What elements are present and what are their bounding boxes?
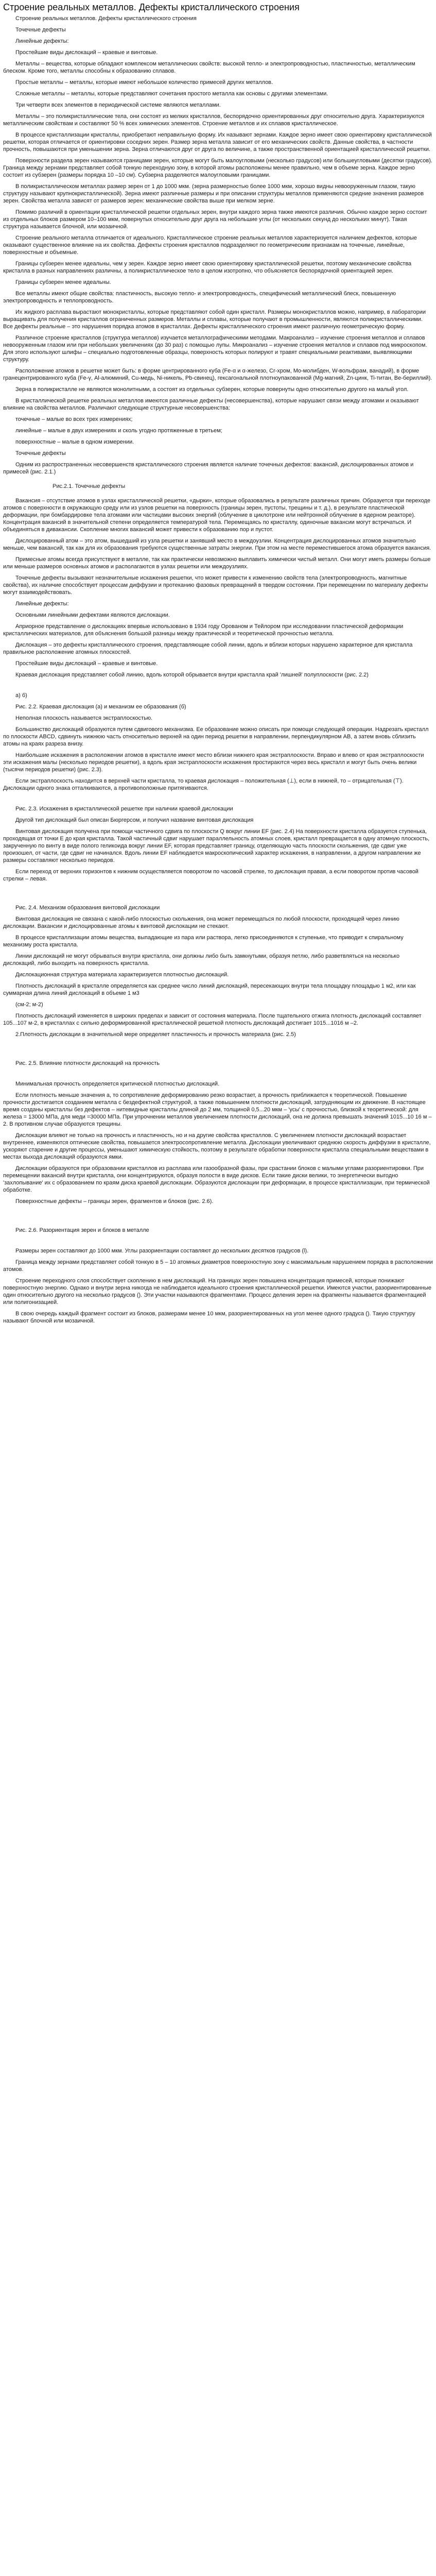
paragraph: Рис. 2.2. Краевая дислокация (а) и механизм ее образования (б) xyxy=(15,704,186,710)
paragraph: В свою очередь каждый фрагмент состоит из блоков, размерами менее 10 мкм, разориентированных на угол менее одного градуса (). Такую структуру называют блочной или мозаичной. xyxy=(3,1311,415,1324)
paragraph: Другой тип дислокаций был описан Бюргерсом, и получил название винтовая дислокация xyxy=(15,817,254,823)
paragraph: Все металлы имеют общие свойства: пластичность, высокую тепло- и электропроводность, специфический металлический блеск, повышенную электропроводность и теплопроводность. xyxy=(3,291,396,304)
paragraph: Металлы – это поликристаллические тела, они состоят из мелких кристаллов, беспорядочно ориентированных друг относительно друга. Характеризуются металлическим свойствам и составляют 50 % всех химических элементов. Строение металлов и их сплавов кристаллическое. xyxy=(3,113,425,127)
paragraph: Винтовая дислокация получена при помощи частичного сдвига по плоскости Q вокруг линии EF (рис. 2.4) На поверхности кристалла образуется ступенька, проходящая от точки E до края кристалла. Такой частичный сдвиг нарушает параллельность атомных слоев, кристалл превращается в одну атомную плоскость, закрученную по винту в виде полого геликоида вокруг линии EF, которая представляет границу, отделяющую часть плоскости скольжения, где сдвиг уже произошел, от части, где сдвиг не начинался. Вдоль линии EF наблюдается макроскопический характер искажения, в направлении, а другом направлении же размеры составляют несколько периодов. xyxy=(3,828,430,863)
paragraph: Плотность дислокаций в кристалле определяется как среднее число линий дислокаций, пересекающих внутри тела площадку площадью 1 м2, или как суммарная длина линий дислокаций в объеме 1 м3 xyxy=(3,983,416,996)
paragraph: Поверхности раздела зерен называются границами зерен, которые могут быть малоугловыми (несколько градусов) или большеугловыми (десятки градусов). Граница между зернами представляет собой тонкую переходную зону, в которой атомы расположены менее правильно, чем в объеме зерна. Каждое зерно состоит из субзерен (размеры порядка 10 –10 см). Субзерна разделяются малоугловыми границами. xyxy=(3,158,432,178)
paragraph: Строение реального металла отличается от идеального. Кристаллическое строение реальных металлов характеризуется наличием дефектов, которые оказывают существенное влияние на их свойства. Дефекты строения кристаллов подразделяют по геометрическим признакам на точечные, линейные, поверхностные и объемные. xyxy=(3,235,417,256)
paragraph: Металлы – вещества, которые обладают комплексом металлических свойств: высокой тепло- и электропроводностью, пластичностью, металлическим блеском. Кроме того, металлы способны к образованию сплавов. xyxy=(3,61,415,74)
paragraph: Примесные атомы всегда присутствуют в металле, так как практически невозможно выплавить химически чистый металл. Они могут иметь размеры больше или меньше размеров основных атомов и располагаются в узлах решетки или междоузлиях. xyxy=(3,556,431,570)
paragraph: Плотность дислокаций изменяется в широких пределах и зависит от состояния материала. После тщательного отжига плотность дислокаций составляет 105...107 м-2, в кристаллах с сильно деформированной кристаллической решеткой плотность дислокаций достигает 1015...1016 м –2. xyxy=(3,1013,422,1026)
paragraph: Границы субзерен менее идеальны. xyxy=(15,279,111,285)
paragraph: Линии дислокаций не могут обрываться внутри кристалла, они должны либо быть замкнутыми, образуя петлю, либо разветвляться на несколько дислокаций, либо выходить на поверхность кристалла. xyxy=(3,953,400,967)
figure-placeholder xyxy=(3,1042,433,1060)
paragraph: Три четверти всех элементов в периодической системе являются металлами. xyxy=(15,102,221,108)
paragraph: Рис. 2.6. Разориентация зерен и блоков в металле xyxy=(15,1227,149,1233)
paragraph: Одним из распространенных несовершенств кристаллического строения является наличие точечных дефектов: вакансий, дислоцированных атомов и примесей (рис. 2.1.) xyxy=(3,462,414,475)
paragraph: линейные – малые в двух измерениях и сколь угодно протяженные в третьем; xyxy=(15,428,222,434)
paragraph: Рис. 2.5. Влияние плотности дислокаций на прочность xyxy=(15,1060,160,1066)
figure-placeholder xyxy=(3,683,433,692)
figure-placeholder xyxy=(3,1238,433,1247)
paragraph: Размеры зерен составляют до 1000 мкм. Углы разориентации составляют до нескольких десятков градусов (l). xyxy=(15,1248,309,1254)
paragraph: Если экстраплоскость находится в верхней части кристалла, то краевая дислокация – положительная (⊥), если в нижней, то – отрицательная (⊤). Дислокации одного знака отталкиваются, а противоположные притягиваются. xyxy=(3,778,404,791)
paragraph: Зерна в поликристалле не являются монолитными, а состоят из отдельных субзерен, которые повернуты одно относительно другого на малый угол. xyxy=(15,386,409,393)
paragraph: Точечные дефекты xyxy=(15,27,66,33)
paragraph: Минимальная прочность определяется критической плотностью дислокаций. xyxy=(15,1081,220,1087)
figure-placeholder xyxy=(3,1071,433,1080)
paragraph: Дислокации образуются при образовании кристаллов из расплава или газообразной фазы, при срастании блоков с малыми углами разориентировки. При перемещении вакансий внутри кристалла, они концентрируются, образуя полости в виде дисков. Если такие диски велики, то энергетически выгодно 'захлопывание' их с образованием по краям диска краевой дислокации. Образуются дислокации при деформации, в процессе кристаллизации, при термической обработке. xyxy=(3,1165,430,1193)
figure-placeholder xyxy=(3,1209,433,1227)
paragraph: Помимо различий в ориентации кристаллической решетки отдельных зерен, внутри каждого зерна также имеются различия. Обычно каждое зерно состоит из отдельных блоков размером 10–100 мкм, повернутых относительно друг друга на небольшие углы (от нескольких секунд до нескольких минут). Такая структура называется блочной, или мозаичной. xyxy=(3,209,427,230)
paragraph: В процессе кристаллизации атомы вещества, выпадающие из пара или раствора, легко присоединяются к ступеньке, что приводит к спиральному механизму роста кристалла. xyxy=(3,935,404,948)
paragraph: Поверхностные дефекты – границы зерен, фрагментов и блоков (рис. 2.6). xyxy=(15,1198,214,1205)
paragraph: Большинство дислокаций образуются путем сдвигового механизма. Ее образование можно описать при помощи следующей операции. Надрезать кристалл по плоскости ABCD, сдвинуть нижнюю часть относительно верхней на один период решетки в направлении, перпендикулярном AB, а затем вновь сблизить атомы на краях разреза внизу. xyxy=(3,726,429,747)
paragraph: Строение реальных металлов. Дефекты кристаллического строения xyxy=(15,15,197,22)
paragraph: Дислоцированный атом – это атом, вышедший из узла решетки и занявший место в междоузлии. Концентрация дислоцированных атомов значительно меньше, чем вакансий, так как для их образования требуются существенные затраты энергии. При этом на месте переместившегося атома образуется вакансия. xyxy=(3,538,431,551)
figure-caption: Рис.2.1. Точечные дефекты xyxy=(53,483,126,489)
paragraph: Рис. 2.3. Искажения в кристаллической решетке при наличии краевой дислокации xyxy=(15,806,233,812)
paragraph: Их жидкого расплава вырастают монокристаллы, которые представляют собой один кристалл. Размеры монокристаллов можно, например, в лаборатории выращивать для получения кристаллов ограниченных размеров. Металлы и сплавы, которые получают в промышленности, являются поликристаллическими. Все дефекты реальные – это нарушения порядка атомов в кристаллах. Дефекты кристаллического строения имеют различную геометрическую форму. xyxy=(3,309,426,330)
paragraph: Сложные металлы – металлы, которые представляют сочетания простого металла как основы с другими элементами. xyxy=(15,91,328,97)
paragraph: Точечные дефекты вызывают незначительные искажения решетки, что может привести к изменению свойств тела (электропроводность, магнитные свойства), их наличие способствует процессам диффузии и протеканию фазовых превращений в твердом состоянии. При перемещении по материалу дефекты могут взаимодействовать. xyxy=(3,575,428,596)
paragraph: а) б) xyxy=(15,692,27,699)
page-title: Строение реальных металлов. Дефекты кристаллического строения xyxy=(3,2,300,12)
paragraph: поверхностные – малые в одном измерении. xyxy=(15,439,134,445)
paragraph: Если переход от верхних горизонтов к нижним осуществляется поворотом по часовой стрелке, то дислокация правая, а если поворотом против часовой стрелки – левая. xyxy=(3,869,418,882)
paragraph: Если плотность меньше значения a, то сопротивление деформированию резко возрастает, а прочность приближается к теоретической. Повышение прочности достигается созданием металла с бездефектной структурой, а также повышением плотности дислокаций, затрудняющим их движение. В настоящее время созданы кристаллы без дефектов – нитевидные кристаллы длиной до 2 мм, толщиной 0,5...20 мкм – 'усы' с прочностью, близкой к теоретической: для железа = 13000 МПа, для меди =30000 МПа. При упрочнении металлов увеличением плотности дислокаций, она не должна превышать значений 1015...10 16 м –2. В противном случае образуются трещины. xyxy=(3,1092,432,1127)
paragraph: В поликристаллическом металлах размер зерен от 1 до 1000 мкм. (зерна размерностью более 1000 мкм, хорошо видны невооруженным глазом, такую структуру называют крупнокристаллической). Зерна имеют различные размеры и при описании структуры металлов применяются средние значения размеров зерен. Свойства металла зависят от размеров зерен: механические свойства выше при мелком зерне. xyxy=(3,183,424,204)
paragraph: Точечные дефекты xyxy=(15,450,66,456)
paragraph: Линейные дефекты: xyxy=(15,601,69,607)
paragraph: Граница между зернами представляет собой тонкую в 5 – 10 атомных диаметров поверхностную зону с максимальным нарушением порядка в расположении атомов. xyxy=(3,1259,433,1273)
figure-placeholder xyxy=(3,796,433,805)
paragraph: 2.Плотность дислокации в значительной мере определяет пластичность и прочность материала (рис. 2.5) xyxy=(15,1031,296,1038)
paragraph: Дислокация – это дефекты кристаллического строения, представляющие собой линии, вдоль и вблизи которых нарушено характерное для кристалла правильное расположение атомных плоскостей. xyxy=(3,642,413,655)
paragraph: Винтовая дислокация не связана с какой-либо плоскостью скольжения, она может перемещаться по любой плоскости, проходящей через линию дислокации. Вакансии и дислоцированные атомы к винтовой дислокации не стекают. xyxy=(3,916,399,929)
paragraph: Вакансия – отсутствие атомов в узлах кристаллической решетки, «дырки», которые образовались в результате различных причин. Образуется при переходе атомов с поверхности в окружающую среду или из узлов решетки на поверхность (границы зерен, пустоты, трещины и т. д.), в результате пластической деформации, при бомбардировке тела атомами или частицами высоких энергий (облучение в циклотроне или нейтронной облучение в ядерном реакторе). Концентрация вакансий в значительной степени определяется температурой тела. Перемещаясь по кристаллу, одиночные вакансии могут встречаться. И объединяться в дивакансии. Скопление многих вакансий может привести к образованию пор и пустот. xyxy=(3,498,430,533)
paragraph: В процессе кристаллизации кристаллы, приобретают неправильную форму. Их называют зернами. Каждое зерно имеет свою ориентировку кристаллической решетки, которая отличается от ориентировки соседних зерен. Размер зерна металла зависит от его механических свойств. Данные свойства, в частности прочность, повышаются при уменьшении зерна. Зерна отличаются друг от друга по величине, а также пространственной ориентацией кристаллической решетки. xyxy=(3,132,432,152)
paragraph: Рис. 2.4. Механизм образования винтовой дислокации xyxy=(15,905,160,911)
paragraph: Линейные дефекты: xyxy=(15,38,69,44)
paragraph: Расположение атомов в решетке может быть: в форме центрированного куба (Fe-α и α-железо, Cr-хром, Mo-молибден, W-вольфрам, ванадий), в форме гранецентрированного куба (Fe-γ, Al-алюминий, Cu-медь, Ni-никель, Pb-свинец), гексагональной плотноупакованной (Mg-магний, Zn-цинк, Ti-титан, Be-бериллий). xyxy=(3,368,432,381)
paragraph: Простейшие виды дислокаций – краевые и винтовые. xyxy=(15,660,158,667)
paragraph: Наибольшие искажения в расположении атомов в кристалле имеют место вблизи нижнего края экстраплоскости. Вправо и влево от края экстраплоскости эти искажения малы (несколько периодов решетки), а вдоль края экстраплоскости искажения простираются через весь кристалл и могут быть очень велики (тысячи периодов решетки) (рис. 2.3). xyxy=(3,752,424,773)
paragraph: Основными линейными дефектами являются дислокации. xyxy=(15,612,170,618)
paragraph: Простые металлы – металлы, которые имеют небольшое количество примесей других металлов. xyxy=(15,79,273,86)
paragraph: точечные – малые во всех трех измерениях; xyxy=(15,416,133,422)
paragraph: Строение переходного слоя способствует скоплению в нем дислокаций. На границах зерен повышена концентрация примесей, которые понижают поверхностную энергию. Однако и внутри зерна никогда не наблюдается идеального строения кристаллической решетки. Имеются участки, разориентированные один относительно другого на несколько градусов (). Эти участки называются фрагментами. Процесс деления зерен на фрагменты называется фрагментацией или полигонизацией. xyxy=(3,1278,431,1306)
article-body xyxy=(3,15,433,1325)
paragraph: Дислокационная структура материала характеризуется плотностью дислокаций. xyxy=(15,972,229,978)
paragraph: Простейшие виды дислокаций – краевые и винтовые. xyxy=(15,49,158,56)
paragraph: Различное строение кристаллов (структура металлов) изучается металлографическими методами. Макроанализ – изучение строения металлов и сплавов невооруженным глазом или при небольших увеличениях (до 30 раз) с помощью лупы. Микроанализ – изучение строения металлов и сплавов под микроскопом. Для этого используют шлифы – специально подготовленные образцы, поверхность которых полируют и травят специальными реактивами, выявляющими структуру. xyxy=(3,335,427,363)
paragraph: Дислокации влияют не только на прочность и пластичность, но и на другие свойства кристаллов. С увеличением плотности дислокаций возрастает внутреннее, изменяются оптические свойства, повышается электросопротивление металла. Дислокации увеличивают среднюю скорость диффузии в кристалле, ускоряют старение и другие процессы, уменьшают химическую стойкость, поэтому в результате обработки поверхности кристалла специальными веществами в местах выхода дислокаций образуются ямки. xyxy=(3,1132,431,1160)
paragraph: Краевая дислокация представляет собой линию, вдоль которой обрывается внутри кристалла край 'лишней' полуплоскости (рис. 2.2) xyxy=(15,672,369,678)
figure-placeholder xyxy=(3,887,433,904)
paragraph: В кристаллической решетке реальных металлов имеются различные дефекты (несовершенства), которые нарушают связи между атомами и оказывают влияние на свойства металлов. Различают следующие структурные несовершенства: xyxy=(3,398,419,411)
paragraph: (см-2; м-2) xyxy=(15,1002,43,1008)
paragraph: Априорное представление о дислокациях впервые использовано в 1934 году Орованом и Тейлором при исследовании пластической деформации кристаллических материалов, для объяснения большой разницы между практической и теоретической прочностью металла. xyxy=(3,623,404,637)
paragraph: Границы субзерен менее идеальны, чем у зерен. Каждое зерно имеет свою ориентировку кристаллической решетки, поэтому механические свойства кристалла в разных направлениях различны, а поликристаллическое тело в целом изотропно, что объясняется беспорядочной ориентацией зерен. xyxy=(3,261,412,274)
paragraph: Неполная плоскость называется экстраплоскостью. xyxy=(15,715,153,721)
